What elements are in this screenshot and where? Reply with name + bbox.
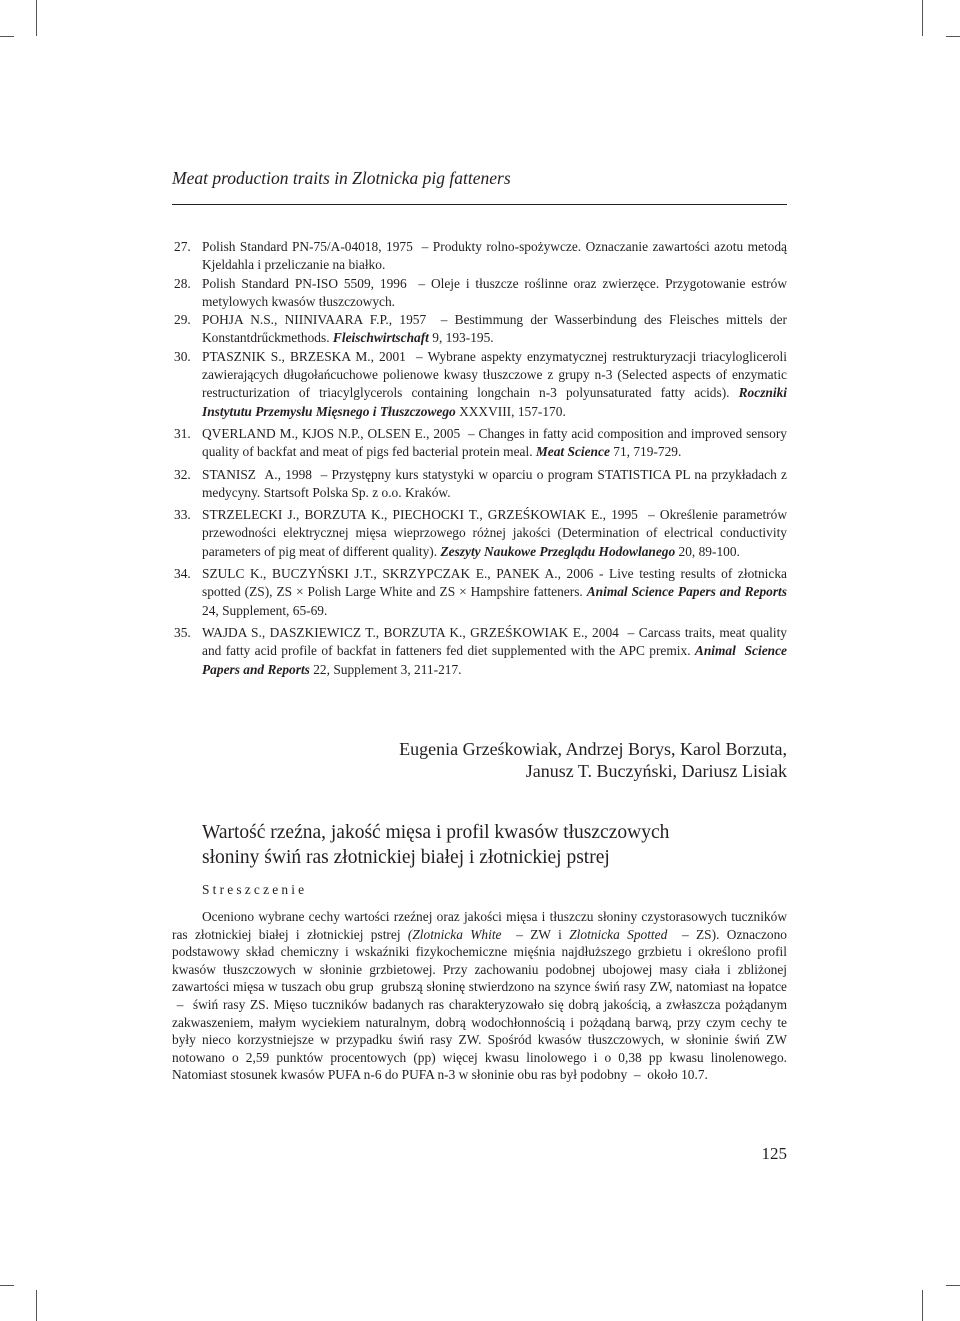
reference-number: 35. [174, 624, 191, 640]
reference-item [174, 624, 787, 679]
reference-text: Polish Standard PN-75/A-04018, 1975 – Produkty rolno-spożywcze. Oznaczanie zawartości azotu metodą Kjeldahla i przeliczanie na białko. [202, 239, 787, 273]
abstract-text: Oceniono wybrane cechy wartości rzeźnej oraz jakości mięsa i tłuszczu słoniny czystorasowych tuczników ras złotnickiej białej i złotnickiej pstrej (Zlotnicka White – ZW i Zlotnicka Spotted – ZS). Oznaczono podstawowy skład chemiczny i wskaźniki fizykochemiczne mięśnia najdłuższego grzbietu i określono profil kwasów tłuszczowych w słoninie grzbietowej. Przy zachowaniu podobnej ubojowej masy ciała i zbliżonej zawartości mięsa w tuszach obu grup grubszą słoninę stwierdzono na szynce świń rasy ZW, natomiast na łopatce – świń rasy ZS. Mięso tuczników badanych ras charakteryzowało się dobrą jakością, a zwłaszcza pożądanym zakwaszeniem, małym wyciekiem naturalnym, dobrą wodochłonnością i pożądaną barwą, przy czym cechy te były nieco korzystniejsze w przypadku świń rasy ZW. Spośród kwasów tłuszczowych, w słoninie świń ZW notowano o 2,59 punktów procentowych (pp) więcej kwasu linolowego i o 0,38 pp kwasu linolenowego. Natomiast stosunek kwasów PUFA n-6 do PUFA n-3 w słoninie obu ras był podobny – około 10.7. [172, 909, 788, 1083]
reference-number: 33. [174, 507, 191, 523]
crop-mark [0, 36, 14, 37]
reference-item [174, 425, 787, 462]
reference-item [174, 275, 787, 312]
crop-mark [36, 0, 37, 36]
reference-text: PTASZNIK S., BRZESKA M., 2001 – Wybrane aspekty enzymatycznej restrukturyzacji triacylogliceroli zawierających długołańcuchowe polienowe kwasy tłuszczowe z grupy n-3 (Selected aspects of enzymatic restructurization of triacylglycerols containing longchain n-3 polyunsaturated fatty acids). Roczniki Instytutu Przemysłu Mięsnego i Tłuszczowego XXXVIII, 157-170. [202, 348, 787, 419]
reference-item [174, 238, 787, 275]
polish-title-line: Wartość rzeźna, jakość mięsa i profil kwasów tłuszczowych [202, 822, 670, 843]
reference-number: 34. [174, 566, 191, 582]
crop-mark [946, 1285, 960, 1286]
authors-line: Eugenia Grześkowiak, Andrzej Borys, Karol Borzuta, [399, 739, 787, 759]
header-rule [172, 204, 787, 205]
reference-item [174, 565, 787, 620]
reference-item [174, 348, 787, 421]
reference-text: STRZELECKI J., BORZUTA K., PIECHOCKI T., GRZEŚKOWIAK E., 1995 – Określenie parametrów przewodności elektrycznej mięsa wieprzowego różnej jakości (Determination of electrical conductivity parameters of pig meat of different quality). Zeszyty Naukowe Przeglądu Hodowlanego 20, 89-100. [202, 507, 787, 559]
page-number: 125 [761, 1144, 787, 1163]
crop-mark [946, 36, 960, 37]
polish-title [202, 820, 669, 870]
reference-text: POHJA N.S., NIINIVAARA F.P., 1957 – Bestimmung der Wasserbindung des Fleisches mittels der Konstantdrűckmethods. Fleischwirtschaft 9, 193-195. [202, 312, 787, 346]
authors-line: Janusz T. Buczyński, Dariusz Lisiak [525, 761, 787, 781]
reference-number: 29. [174, 312, 191, 328]
running-head: Meat production traits in Zlotnicka pig fatteners [172, 168, 511, 188]
reference-item [174, 466, 787, 503]
reference-text: Polish Standard PN-ISO 5509, 1996 – Oleje i tłuszcze roślinne oraz zwierzęce. Przygotowanie estrów metylowych kwasów tłuszczowych. [202, 275, 787, 309]
crop-mark [922, 1290, 923, 1321]
reference-number: 32. [174, 466, 191, 482]
reference-list [174, 238, 787, 679]
reference-text: WAJDA S., DASZKIEWICZ T., BORZUTA K., GRZEŚKOWIAK E., 2004 – Carcass traits, meat quality and fatty acid profile of backfat in fatteners fed diet supplemented with the APC premix. Animal Science Papers and Reports 22, Supplement 3, 211-217. [202, 624, 787, 677]
reference-text: STANISZ A., 1998 – Przystępny kurs statystyki w oparciu o program STATISTICA PL na przykładach z medycyny. Startsoft Polska Sp. z o.o. Kraków. [202, 466, 787, 500]
authors-block [399, 738, 787, 782]
abstract-label: Streszczenie [202, 882, 308, 897]
reference-number: 27. [174, 239, 191, 254]
crop-mark [36, 1290, 37, 1321]
polish-title-line: słoniny świń ras złotnickiej białej i złotnickiej pstrej [202, 847, 610, 868]
reference-number: 30. [174, 348, 191, 364]
reference-item [174, 311, 787, 348]
reference-text: SZULC K., BUCZYŃSKI J.T., SKRZYPCZAK E., PANEK A., 2006 - Live testing results of złotnicka spotted (ZS), ZS × Polish Large White and ZS × Hampshire fatteners. Animal Science Papers and Reports 24, Supplement, 65-69. [202, 566, 787, 618]
reference-text: QVERLAND M., KJOS N.P., OLSEN E., 2005 – Changes in fatty acid composition and improved sensory quality of backfat and meat of pigs fed bacterial protein meal. Meat Science 71, 719-729. [202, 425, 787, 460]
reference-item [174, 506, 787, 561]
crop-mark [0, 1285, 14, 1286]
crop-mark [922, 0, 923, 36]
reference-number: 28. [174, 275, 191, 291]
reference-number: 31. [174, 425, 191, 441]
